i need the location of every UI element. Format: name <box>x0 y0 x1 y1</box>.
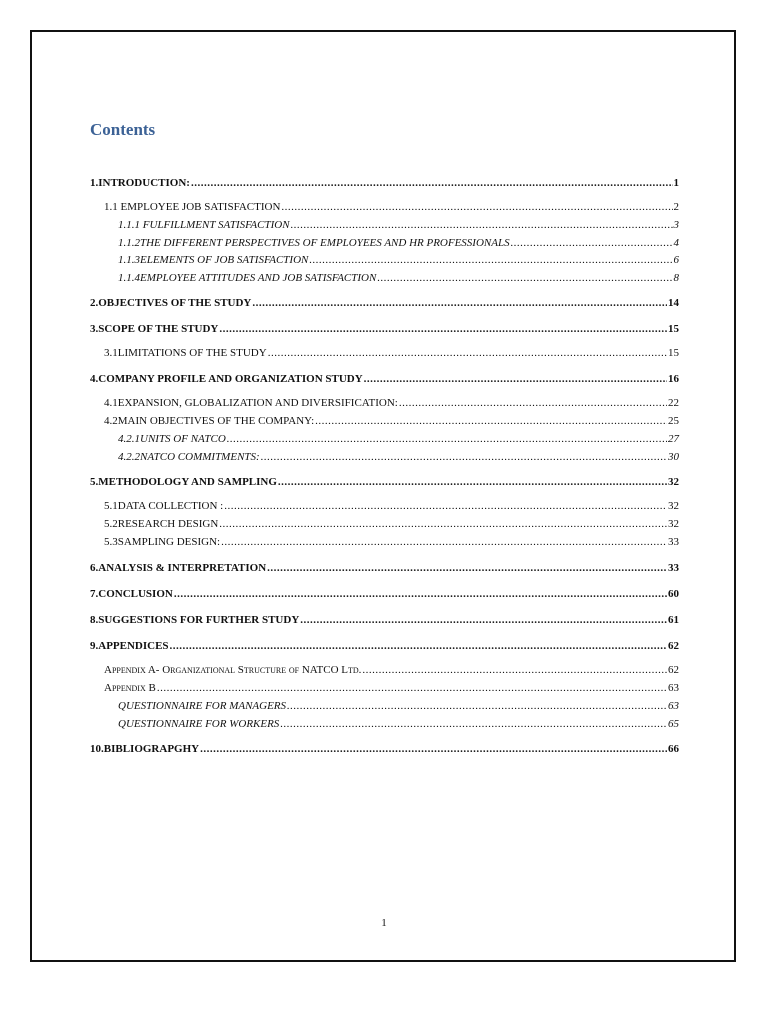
toc-entry-research-design[interactable] <box>90 518 679 536</box>
toc-entry-label: 5.METHODOLOGY AND SAMPLING <box>90 476 277 488</box>
toc-entry-employee-job-satisfaction[interactable] <box>90 201 679 219</box>
dot-leader <box>268 347 667 359</box>
toc-entry-units-of-natco[interactable] <box>90 433 679 451</box>
toc-entry-page: 32 <box>668 500 679 512</box>
toc-entry-label: 8.SUGGESTIONS FOR FURTHER STUDY <box>90 614 300 626</box>
toc-entry-label: QUESTIONNAIRE FOR WORKERS <box>118 717 280 730</box>
toc-entry-page: 4 <box>673 236 679 249</box>
dot-leader <box>399 397 667 409</box>
dot-leader <box>191 177 673 189</box>
dot-leader <box>364 373 667 385</box>
toc-entry-page: 3 <box>673 219 679 231</box>
toc-entry-label: 3.SCOPE OF THE STUDY <box>90 323 219 335</box>
toc-entry-label: 1.1.4EMPLOYEE ATTITUDES AND JOB SATISFACTION <box>118 271 377 284</box>
toc-entry-limitations[interactable] <box>90 347 679 365</box>
toc-entry-page: 14 <box>668 297 679 309</box>
toc-entry-employee-attitudes[interactable] <box>90 272 679 290</box>
toc-entry-label: 10.BIBLIOGRAPGHY <box>90 743 200 755</box>
dot-leader <box>300 614 667 626</box>
toc-entry-bibliography[interactable] <box>90 743 679 761</box>
toc-entry-page: 6 <box>673 254 679 266</box>
dot-leader <box>157 682 667 694</box>
toc-entry-company-profile[interactable] <box>90 373 679 391</box>
contents-heading: Contents <box>90 120 156 139</box>
toc-entry-conclusion[interactable] <box>90 588 679 606</box>
toc-entry-label: 9.APPENDICES <box>90 640 169 652</box>
toc-entry-label: 2.OBJECTIVES OF THE STUDY <box>90 297 252 309</box>
toc-entry-appendix-a[interactable] <box>90 664 679 682</box>
toc-entry-suggestions[interactable] <box>90 614 679 632</box>
toc-entry-methodology[interactable] <box>90 476 679 494</box>
toc-entry-label: 4.2.2NATCO COMMITMENTS: <box>118 450 260 463</box>
dot-leader <box>219 518 667 530</box>
dot-leader <box>219 323 667 335</box>
toc-entry-label: Appendix B <box>104 682 156 694</box>
toc-entry-different-perspectives[interactable] <box>90 237 679 255</box>
toc-entry-page: 63 <box>668 682 679 694</box>
toc-entry-page: 8 <box>673 271 679 284</box>
dot-leader <box>170 640 667 652</box>
toc-entry-sampling-design[interactable] <box>90 536 679 554</box>
toc-entry-page: 60 <box>668 588 679 600</box>
toc-entry-page: 27 <box>668 433 679 445</box>
dot-leader <box>291 219 673 231</box>
dot-leader <box>261 451 667 463</box>
table-of-contents <box>90 177 679 761</box>
toc-entry-page: 33 <box>668 536 679 548</box>
toc-entry-questionnaire-managers[interactable] <box>90 700 679 718</box>
dot-leader <box>281 201 672 213</box>
toc-entry-label: 4.2.1UNITS OF NATCO <box>118 433 226 445</box>
dot-leader <box>252 297 667 309</box>
dot-leader <box>174 588 667 600</box>
dot-leader <box>224 500 667 512</box>
dot-leader <box>377 272 672 284</box>
toc-entry-data-collection[interactable] <box>90 500 679 518</box>
toc-entry-appendices[interactable] <box>90 640 679 658</box>
toc-entry-label: 3.1LIMITATIONS OF THE STUDY <box>104 347 267 359</box>
dot-leader <box>221 536 667 548</box>
toc-entry-page: 22 <box>668 397 679 409</box>
toc-entry-page: 1 <box>673 177 679 189</box>
toc-entry-label: Appendix A- Organizational Structure of NATCO Ltd. <box>104 664 362 676</box>
toc-entry-label: QUESTIONNAIRE FOR MANAGERS <box>118 700 287 712</box>
toc-entry-page: 66 <box>668 743 679 755</box>
toc-entry-main-objectives[interactable] <box>90 415 679 433</box>
toc-entry-page: 2 <box>673 201 679 213</box>
toc-entry-fulfillment-satisfaction[interactable] <box>90 219 679 237</box>
toc-entry-objectives[interactable] <box>90 297 679 315</box>
page-number: 1 <box>381 917 387 929</box>
toc-entry-scope[interactable] <box>90 323 679 341</box>
toc-entry-expansion[interactable] <box>90 397 679 415</box>
toc-entry-page: 32 <box>668 476 679 488</box>
toc-entry-label: 4.1EXPANSION, GLOBALIZATION AND DIVERSIFICATION: <box>104 397 398 409</box>
toc-entry-page: 16 <box>668 373 679 385</box>
toc-entry-page: 15 <box>668 323 679 335</box>
toc-entry-page: 25 <box>668 415 679 427</box>
toc-entry-introduction[interactable] <box>90 177 679 195</box>
toc-entry-page: 63 <box>668 700 679 712</box>
toc-entry-label: 6.ANALYSIS & INTERPRETATION <box>90 562 267 574</box>
toc-entry-questionnaire-workers[interactable] <box>90 718 679 736</box>
toc-entry-label: 1.1 EMPLOYEE JOB SATISFACTION <box>104 201 281 213</box>
toc-entry-page: 61 <box>668 614 679 626</box>
toc-entry-label: 1.1.3ELEMENTS OF JOB SATISFACTION <box>118 254 309 266</box>
toc-entry-elements-of-job-satisfaction[interactable] <box>90 254 679 272</box>
toc-entry-label: 5.2RESEARCH DESIGN <box>104 518 219 530</box>
toc-entry-label: 7.CONCLUSION <box>90 588 173 600</box>
toc-entry-page: 30 <box>668 450 679 463</box>
dot-leader <box>200 743 667 755</box>
toc-entry-page: 33 <box>668 562 679 574</box>
toc-entry-page: 65 <box>668 717 679 730</box>
dot-leader <box>278 476 667 488</box>
dot-leader <box>227 433 667 445</box>
toc-entry-appendix-b[interactable] <box>90 682 679 700</box>
dot-leader <box>287 700 667 712</box>
toc-entry-page: 62 <box>668 664 679 676</box>
toc-entry-natco-commitments[interactable] <box>90 451 679 469</box>
toc-entry-label: 4.2MAIN OBJECTIVES OF THE COMPANY: <box>104 415 315 427</box>
toc-entry-page: 32 <box>668 518 679 530</box>
dot-leader <box>315 415 667 427</box>
dot-leader <box>280 718 667 730</box>
dot-leader <box>362 664 667 676</box>
toc-entry-label: 1.1.1 FULFILLMENT SATISFACTION <box>118 219 290 231</box>
toc-entry-page: 15 <box>668 347 679 359</box>
dot-leader <box>267 562 667 574</box>
toc-entry-page: 62 <box>668 640 679 652</box>
toc-entry-analysis[interactable] <box>90 562 679 580</box>
toc-entry-label: 1.1.2THE DIFFERENT PERSPECTIVES OF EMPLOYEES AND HR PROFESSIONALS <box>118 236 510 249</box>
toc-entry-label: 1.INTRODUCTION: <box>90 177 190 189</box>
dot-leader <box>309 254 672 266</box>
dot-leader <box>511 237 673 249</box>
toc-entry-label: 5.3SAMPLING DESIGN: <box>104 536 221 548</box>
toc-entry-label: 4.COMPANY PROFILE AND ORGANIZATION STUDY <box>90 373 363 385</box>
toc-entry-label: 5.1DATA COLLECTION : <box>104 500 224 512</box>
